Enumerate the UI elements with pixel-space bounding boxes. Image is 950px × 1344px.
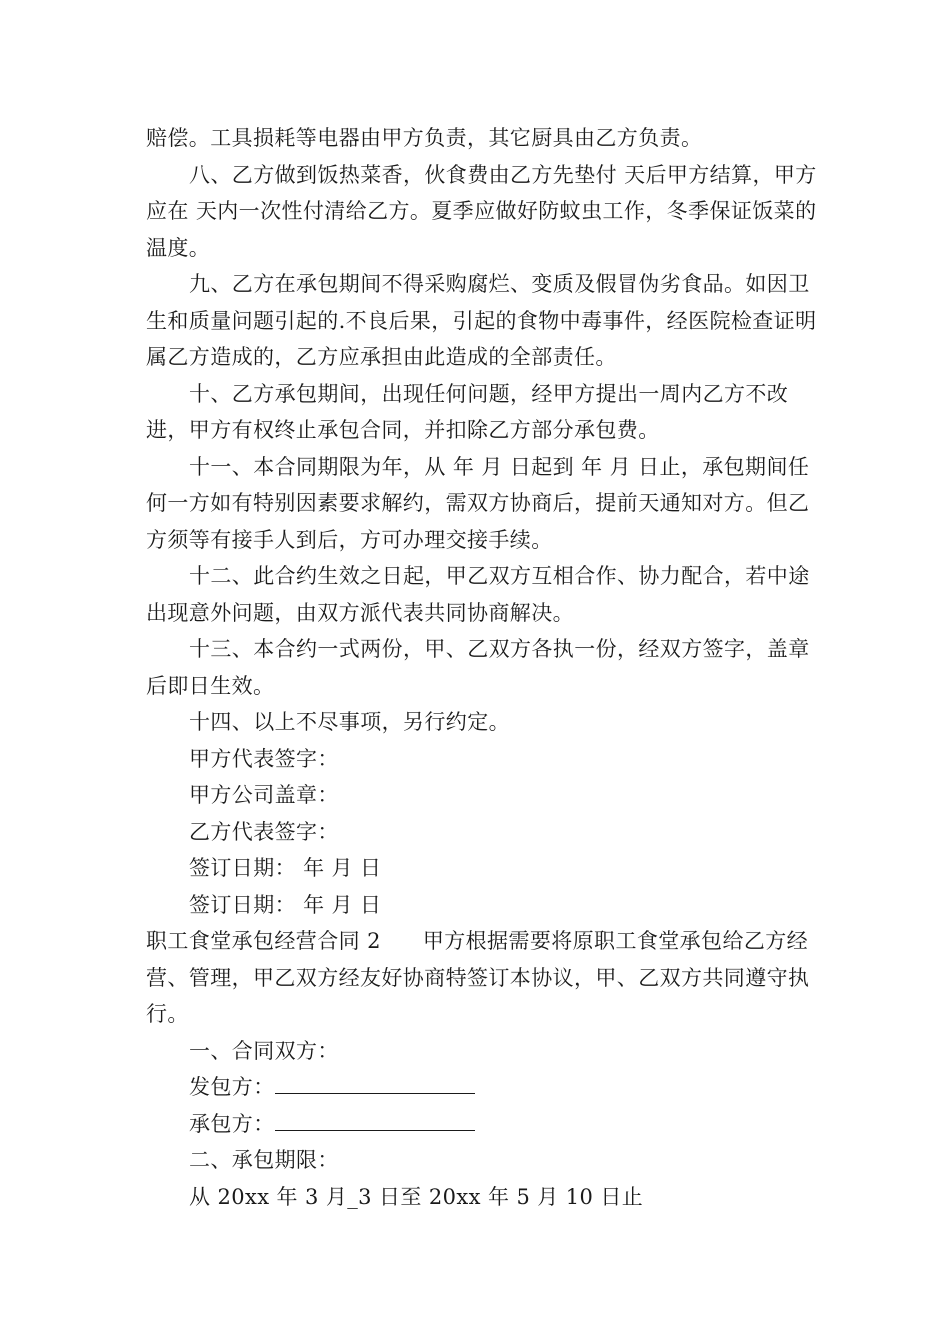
signing-date-1: 签订日期： 年 月 日: [189, 856, 382, 880]
party-a-seal-label: 甲方公司盖章：: [189, 783, 339, 807]
party-b-label: 承包方：: [189, 1111, 275, 1136]
clause-10: 十、乙方承包期间，出现任何问题，经甲方提出一周内乙方不改进，甲方有权终止承包合同，并扣除乙方部分承包费。: [146, 381, 789, 442]
signing-date-2: 签订日期： 年 月 日: [189, 892, 382, 917]
paragraph-compensation: 赔偿。工具损耗等电器由甲方负责，其它厨具由乙方负责。: [146, 126, 703, 150]
contract-2-paragraph: [146, 923, 826, 1033]
clause-11: 十一、本合同期限为年，从 年 月 日起到 年 月 日止，承包期间任何一方如有特别因素要求解约，需双方协商后，提前天通知对方。但乙方须等有接手人到后，方可办理交接手续。: [146, 454, 810, 552]
party-a-blank: [275, 1071, 475, 1094]
contract-2-intro: 甲方根据需要将原职工食堂承包给乙方经营、管理，甲乙双方经友好协商特签订本协议，甲、乙双方共同遵守执行。: [146, 929, 810, 1026]
term-text: 从 20xx 年 3 月_3 日至 20xx 年 5 月 10 日止: [189, 1184, 644, 1209]
clause-9: 九、乙方在承包期间不得采购腐烂、变质及假冒伪劣食品。如因卫生和质量问题引起的.不良后果，引起的食物中毒事件，经医院检查证明属乙方造成的，乙方应承担由此造成的全部责任。: [146, 272, 817, 369]
party-b-row: [146, 1106, 826, 1143]
contract-2-title: 职工食堂承包经营合同 2: [146, 929, 381, 953]
section-2-heading: 二、承包期限：: [189, 1148, 339, 1172]
clause-12: 十二、此合约生效之日起，甲乙双方互相合作、协力配合，若中途出现意外问题，由双方派代表共同协商解决。: [146, 564, 810, 625]
party-a-signature-label: 甲方代表签字：: [189, 746, 339, 771]
clause-8: 八、乙方做到饭热菜香，伙食费由乙方先垫付 天后甲方结算，甲方应在 天内一次性付清给乙方。夏季应做好防蚊虫工作，冬季保证饭菜的温度。: [146, 162, 817, 260]
section-1-heading: 一、合同双方：: [189, 1038, 339, 1063]
party-a-label: 发包方：: [189, 1075, 275, 1099]
clause-13: 十三、本合约一式两份，甲、乙双方各执一份，经双方签字，盖章后即日生效。: [146, 637, 810, 698]
party-b-signature-label: 乙方代表签字：: [189, 819, 339, 844]
document-body: [146, 120, 826, 1215]
clause-14: 十四、以上不尽事项，另行约定。: [189, 710, 510, 734]
party-a-row: [146, 1069, 826, 1106]
party-b-blank: [275, 1108, 475, 1131]
